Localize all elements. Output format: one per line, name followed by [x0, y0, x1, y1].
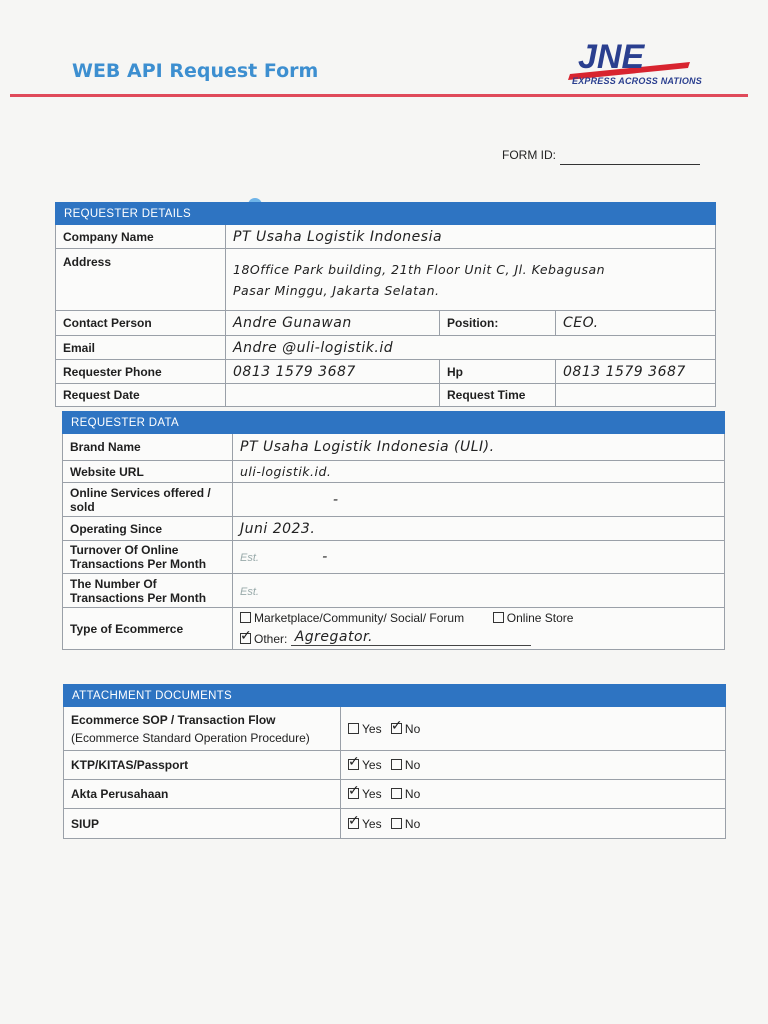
marketplace-checkbox[interactable]: [240, 612, 251, 623]
sop-no-checkbox[interactable]: [391, 723, 402, 734]
akta-yes-label: Yes: [362, 787, 382, 801]
position-field[interactable]: CEO.: [556, 311, 716, 336]
turnover-value: -: [322, 549, 328, 565]
email-field[interactable]: Andre @uli-logistik.id: [226, 336, 716, 360]
num-transactions-label-line-2: Transactions Per Month: [70, 590, 207, 605]
sop-label-title: Ecommerce SOP / Transaction Flow: [71, 712, 276, 727]
requester-data-table: [62, 411, 725, 650]
sop-choice: [341, 707, 726, 751]
akta-no-label: No: [404, 787, 421, 801]
online-services-label: [63, 483, 233, 517]
sop-no-label: No: [404, 721, 421, 736]
sop-label-sub: (Ecommerce Standard Operation Procedure): [71, 730, 310, 745]
online-services-field[interactable]: -: [233, 483, 725, 517]
address-line-1: 18Office Park building, 21th Floor Unit C, Jl. Kebagusan: [233, 261, 606, 277]
other-value: Agregator.: [294, 629, 373, 645]
requester-phone-label: Requester Phone: [56, 360, 226, 384]
online-store-checkbox[interactable]: [493, 612, 504, 623]
address-field[interactable]: [226, 249, 716, 311]
marketplace-option-label: Marketplace/Community/ Social/ Forum: [254, 611, 465, 625]
online-services-label-line-2: sold: [70, 499, 95, 514]
section-heading: REQUESTER DATA: [63, 412, 725, 434]
page-title: WEB API Request Form: [72, 60, 319, 82]
online-services-label-line-1: Online Services offered /: [70, 485, 211, 500]
turnover-label-line-1: Turnover Of Online: [70, 543, 179, 557]
requester-details-table: [55, 202, 716, 407]
hp-field[interactable]: 0813 1579 3687: [556, 360, 716, 384]
brand-name-field[interactable]: PT Usaha Logistik Indonesia (ULI).: [233, 434, 725, 461]
form-id-label: FORM ID:: [502, 148, 556, 162]
sop-yes-checkbox[interactable]: [348, 723, 359, 734]
address-line-2: Pasar Minggu, Jakarta Selatan.: [233, 282, 440, 298]
email-label: Email: [56, 336, 226, 360]
siup-no-label: No: [404, 816, 421, 831]
ktp-yes-label: Yes: [362, 758, 382, 772]
hp-label: Hp: [440, 360, 556, 384]
logo-tagline: EXPRESS ACROSS NATIONS: [572, 76, 702, 86]
operating-since-label: Operating Since: [63, 517, 233, 541]
request-time-field[interactable]: [556, 384, 716, 407]
siup-yes-checkbox[interactable]: [348, 818, 359, 829]
request-date-label: Request Date: [56, 384, 226, 407]
num-transactions-placeholder: Est.: [240, 585, 259, 598]
ktp-no-label: No: [404, 758, 421, 772]
akta-choice: [341, 780, 726, 809]
section-heading: ATTACHMENT DOCUMENTS: [64, 685, 726, 707]
sop-label: [64, 707, 341, 751]
company-name-field[interactable]: PT Usaha Logistik Indonesia: [226, 225, 716, 249]
akta-label: Akta Perusahaan: [64, 780, 341, 809]
turnover-placeholder: Est.: [240, 552, 259, 564]
siup-label: SIUP: [64, 809, 341, 839]
contact-person-label: Contact Person: [56, 311, 226, 336]
request-date-field[interactable]: [226, 384, 440, 407]
other-field[interactable]: [291, 629, 531, 646]
brand-name-label: Brand Name: [63, 434, 233, 461]
ktp-choice: [341, 751, 726, 780]
ktp-yes-checkbox[interactable]: [348, 759, 359, 770]
contact-person-field[interactable]: Andre Gunawan: [226, 311, 440, 336]
num-transactions-field[interactable]: [233, 574, 725, 608]
website-url-label: Website URL: [63, 461, 233, 483]
turnover-label: [63, 541, 233, 574]
type-ecommerce-label: Type of Ecommerce: [63, 608, 233, 650]
siup-yes-label: Yes: [362, 816, 382, 831]
attachment-documents-table: [63, 684, 726, 839]
logo-wordmark: JNE: [578, 38, 645, 76]
position-label: Position:: [440, 311, 556, 336]
section-heading: REQUESTER DETAILS: [56, 203, 716, 225]
akta-yes-checkbox[interactable]: [348, 788, 359, 799]
operating-since-field[interactable]: Juni 2023.: [233, 517, 725, 541]
siup-choice: [341, 809, 726, 839]
online-store-option-label: Online Store: [506, 611, 574, 625]
num-transactions-label-line-1: The Number Of: [70, 576, 157, 591]
ktp-no-checkbox[interactable]: [391, 759, 402, 770]
address-label: Address: [56, 249, 226, 311]
siup-no-checkbox[interactable]: [391, 818, 402, 829]
num-transactions-label: [63, 574, 233, 608]
turnover-label-line-2: Transactions Per Month: [70, 557, 207, 571]
other-checkbox[interactable]: [240, 633, 251, 644]
header-divider: [10, 94, 748, 97]
other-option-label: Other:: [254, 632, 288, 646]
request-time-label: Request Time: [440, 384, 556, 407]
requester-phone-field[interactable]: 0813 1579 3687: [226, 360, 440, 384]
company-name-label: Company Name: [56, 225, 226, 249]
form-id-field[interactable]: [560, 164, 700, 165]
turnover-field[interactable]: [233, 541, 725, 574]
akta-no-checkbox[interactable]: [391, 788, 402, 799]
website-url-field[interactable]: uli-logistik.id.: [233, 461, 725, 483]
ktp-label: KTP/KITAS/Passport: [64, 751, 341, 780]
type-ecommerce-field: [233, 608, 725, 650]
sop-yes-label: Yes: [362, 721, 382, 736]
